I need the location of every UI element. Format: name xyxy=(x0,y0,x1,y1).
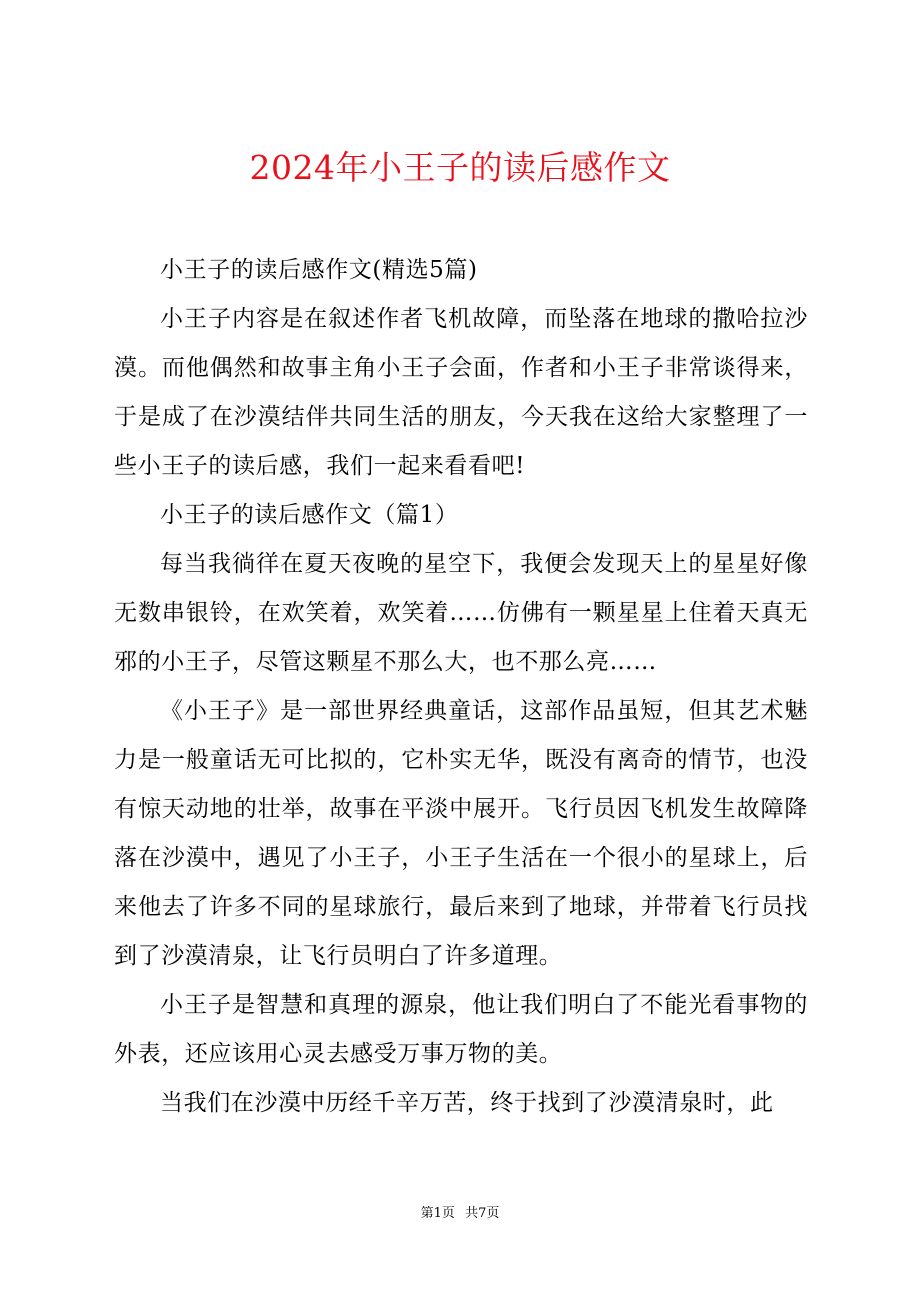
paragraph-story: 《小王子》是一部世界经典童话，这部作品虽短，但其艺术魅力是一般童话无可比拟的，它朴实无华，既没有离奇的情节，也没有惊天动地的壮举，故事在平淡中展开。飞行员因飞机发生故障降落在沙漠中，遇见了小王子，小王子生活在一个很小的星球上，后来他去了许多不同的星球旅行，最后来到了地球，并带着飞行员找到了沙漠清泉，让飞行员明白了许多道理。 xyxy=(114,698,808,969)
page-total: 共7页 xyxy=(465,1206,500,1221)
paragraph-desert: 当我们在沙漠中历经千辛万苦，终于找到了沙漠清泉时，此 xyxy=(160,1090,774,1116)
page-footer xyxy=(0,1204,920,1224)
document-body xyxy=(114,246,808,1128)
page-number: 第1页 xyxy=(420,1206,455,1221)
paragraph-intro-heading: 小王子的读后感作文(精选5篇) xyxy=(160,257,478,283)
paragraph-wisdom: 小王子是智慧和真理的源泉，他让我们明白了不能光看事物的外表，还应该用心灵去感受万事万物的美。 xyxy=(114,992,808,1067)
paragraph-section-heading: 小王子的读后感作文（篇1） xyxy=(160,502,459,528)
document-title: 2024年小王子的读后感作文 xyxy=(249,148,671,187)
paragraph-stars: 每当我徜徉在夏天夜晚的星空下，我便会发现天上的星星好像无数串银铃，在欢笑着，欢笑着……仿佛有一颗星星上住着天真无邪的小王子，尽管这颗星不那么大，也不那么亮…… xyxy=(114,551,808,675)
paragraph-intro: 小王子内容是在叙述作者飞机故障，而坠落在地球的撒哈拉沙漠。而他偶然和故事主角小王子会面，作者和小王子非常谈得来，于是成了在沙漠结伴共同生活的朋友，今天我在这给大家整理了一些小王子的读后感，我们一起来看看吧! xyxy=(114,306,808,479)
